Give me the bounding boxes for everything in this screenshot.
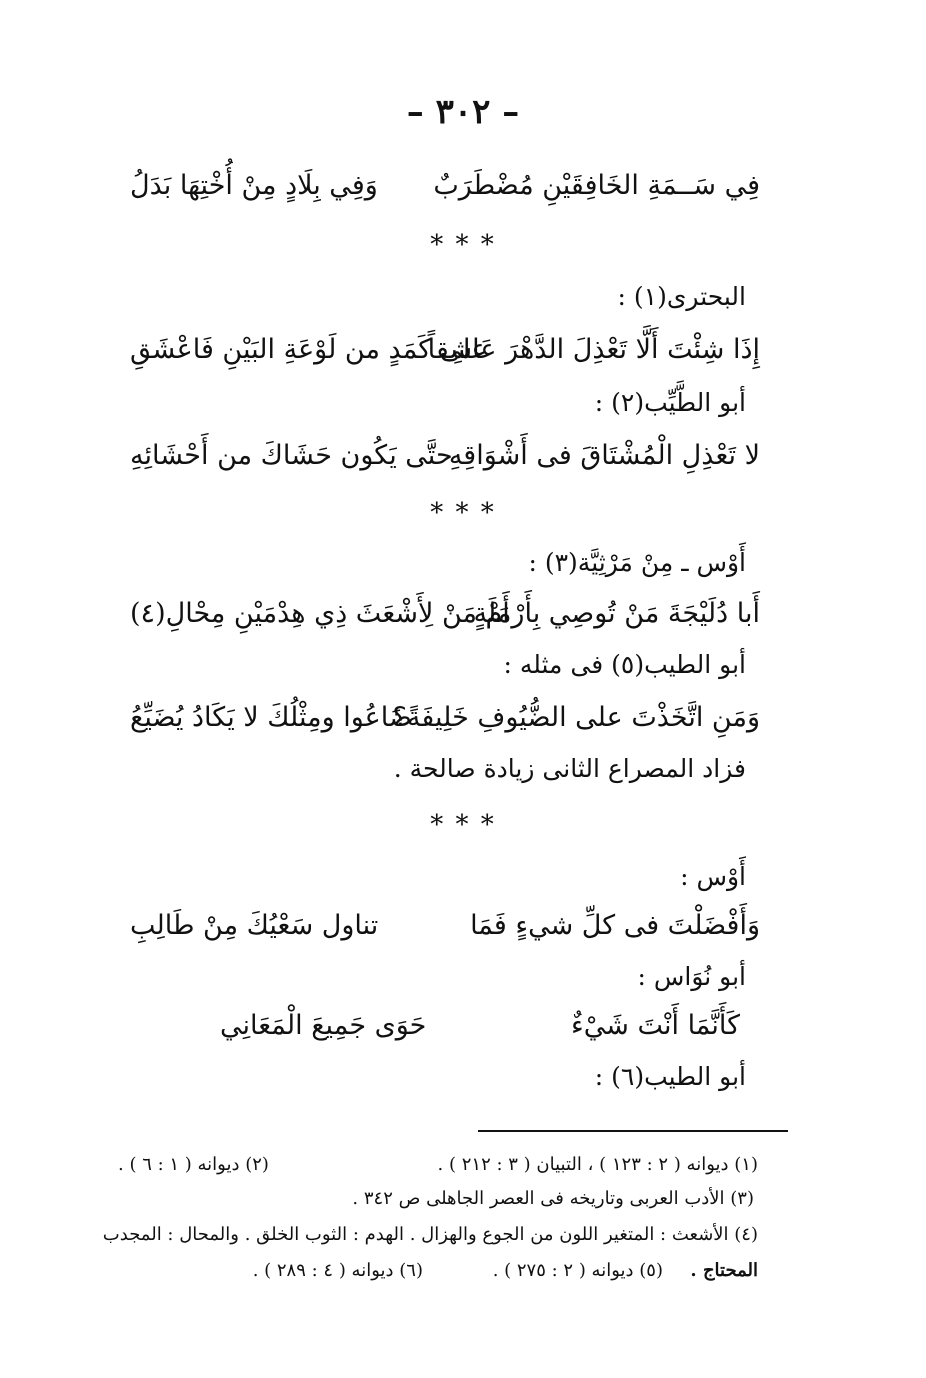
verse-5-first-hemistich: وَمَنِ اتَّخَذْتَ على الضُّيُوفِ خَلِيفَةً؟ [392, 702, 760, 733]
verse-1 [130, 170, 760, 220]
footnote-2: (٢) ديوانه ( ١ : ٦ ) . [118, 1154, 269, 1175]
verse-4-second-hemistich: أَمْ مَنْ لِأَشْعَثَ ذِي هِدْمَيْنِ مِحْالِ(٤) [130, 598, 510, 629]
footnote-4: (٤) الأشعث : المتغير اللون من الجوع والهزال . الهدم : الثوب الخلق . والمحال : المجدب [102, 1224, 758, 1245]
poet-label-buhturi: البحترى(١) : [617, 282, 746, 311]
section-divider-1: * * * [430, 230, 496, 260]
verse-5 [130, 702, 760, 752]
verse-4-first-hemistich: أَبا دُلَيْجَةَ مَنْ تُوصِي بِأَرْمَلَةٍ [473, 598, 760, 629]
poet-label-aws-1: أَوْس ـ مِنْ مَرْثِيَّة(٣) : [528, 548, 746, 577]
page-number: – ٣٠٢ – [406, 92, 520, 132]
verse-6-first-hemistich: وَأَفْضَلْتَ فى كلِّ شيءٍ فَمَا [470, 910, 760, 941]
footnote-3: (٣) الأدب العربى وتاريخه فى العصر الجاهلى ص ٣٤٢ . [352, 1188, 754, 1209]
poet-label-aws-2: أَوْس : [680, 862, 746, 891]
verse-4 [130, 598, 760, 648]
footnote-4-continuation: المحتاج . [690, 1260, 758, 1281]
verse-7-second-hemistich: حَوَى جَمِيعَ الْمَعَانِي [220, 1010, 427, 1041]
verse-2-second-hemistich: على كَمَدٍ من لَوْعَةِ البَيْنِ فَاعْشَقِ [130, 334, 488, 365]
verse-6-second-hemistich: تناول سَعْيُكَ مِنْ طَالِبِ [130, 910, 379, 941]
verse-2 [130, 334, 760, 384]
verse-3 [130, 440, 760, 490]
footnote-separator [478, 1130, 788, 1132]
verse-2-first-hemistich: إِذَا شِئْتَ أَلَّا تَعْذِلَ الدَّهْرَ عَاشِقاً [427, 334, 760, 365]
poet-label-abu-tayyib-1: أبو الطَّيِّب(٢) : [594, 388, 746, 417]
poet-label-abu-nuwas: أبو نُوَاس : [637, 962, 746, 991]
verse-5-second-hemistich: ضَاعُوا ومِثْلُكَ لا يَكَادُ يُضَيِّعُ [130, 702, 412, 733]
poet-label-abu-tayyib-3: أبو الطيب(٦) : [594, 1062, 746, 1091]
verse-1-first-hemistich: فِي سَــمَةِ الخَافِقَيْنِ مُضْطَرَبٌ [433, 170, 760, 201]
verse-1-second-hemistich: وَفِي بِلَادٍ مِنْ أُخْتِهَا بَدَلُ [130, 170, 378, 201]
footnote-line-1 [118, 1154, 758, 1182]
section-divider-3: * * * [430, 810, 496, 840]
commentary-line: فزاد المصراع الثانى زيادة صالحة . [393, 754, 746, 783]
section-divider-2: * * * [430, 498, 496, 528]
verse-7 [220, 1010, 740, 1060]
footnote-6: (٦) ديوانه ( ٤ : ٢٨٩ ) . [252, 1260, 423, 1281]
verse-3-second-hemistich: حتَّى يَكُون حَشَاكَ من أَحْشَائِهِ [130, 440, 453, 471]
footnote-line-4 [118, 1260, 758, 1288]
footnote-1: (١) ديوانه ( ٢ : ١٢٣ ) ، التبيان ( ٣ : ٢١٢ ) . [437, 1154, 758, 1175]
poet-label-abu-tayyib-2: أبو الطيب(٥) فى مثله : [503, 650, 746, 679]
verse-3-first-hemistich: لا تَعْذِلِ الْمُشْتَاقَ فى أَشْوَاقِهِ [448, 440, 760, 471]
verse-7-first-hemistich: كَأَنَّمَا أَنْتَ شَيْءٌ [571, 1010, 740, 1041]
footnote-5: (٥) ديوانه ( ٢ : ٢٧٥ ) . [492, 1260, 663, 1281]
verse-6 [130, 910, 760, 960]
